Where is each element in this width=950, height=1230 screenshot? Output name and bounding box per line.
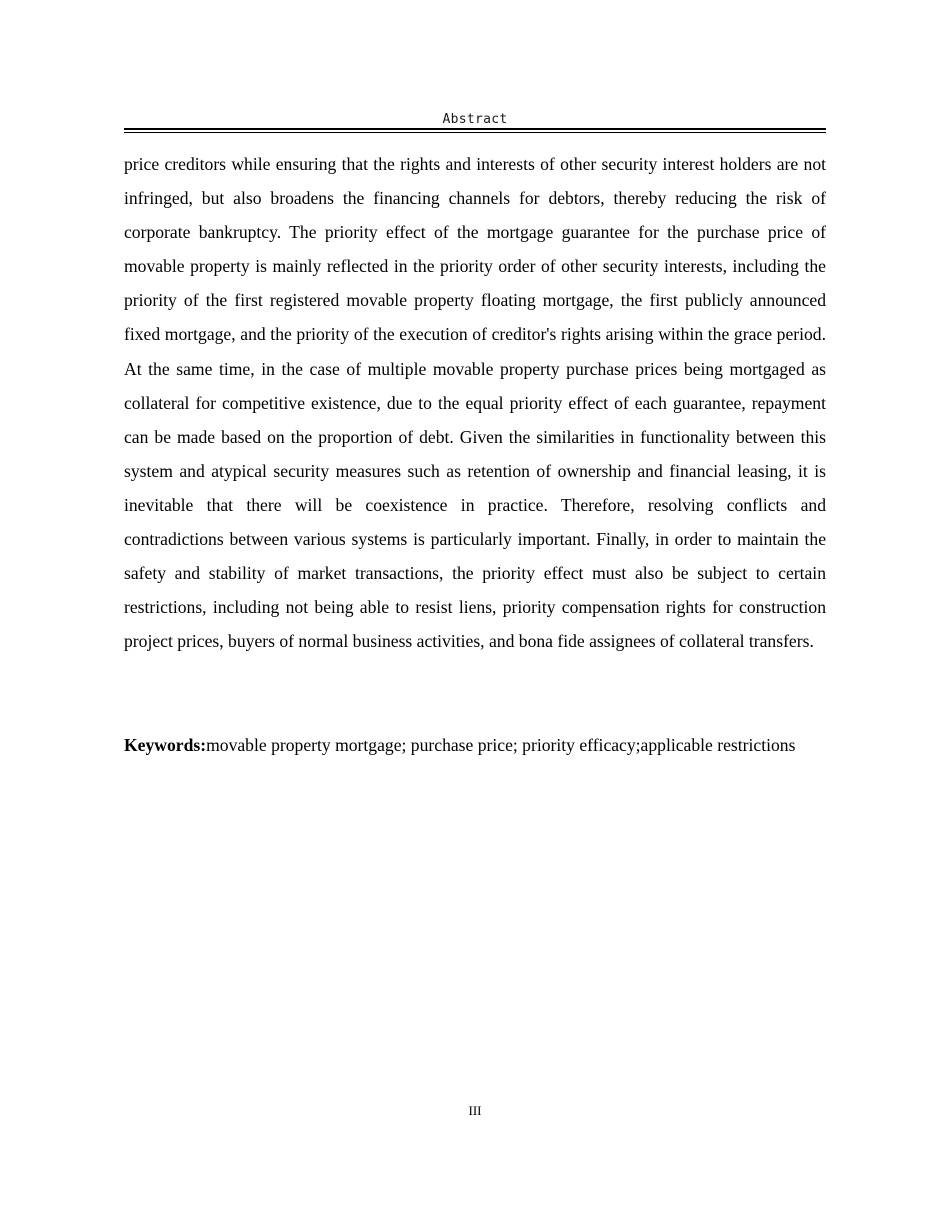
keywords-line (124, 728, 826, 762)
header-double-rule (124, 128, 826, 133)
keywords-label: Keywords: (124, 735, 207, 755)
running-header-title: Abstract (442, 112, 508, 127)
page-number: III (468, 1103, 482, 1118)
abstract-body-paragraph: price creditors while ensuring that the rights and interests of other security interest holders are not infringed, but also broadens the financing channels for debtors, thereby reducing the risk of corporate bankruptcy. The priority effect of the mortgage guarantee for the purchase price of movable property is mainly reflected in the priority order of other security interests, including the priority of the first registered movable property floating mortgage, the first publicly announced fixed mortgage, and the priority of the execution of creditor's rights arising within the grace period. At the same time, in the case of multiple movable property purchase prices being mortgaged as collateral for competitive existence, due to the equal priority effect of each guarantee, repayment can be made based on the proportion of debt. Given the similarities in functionality between this system and atypical security measures such as retention of ownership and financial leasing, it is inevitable that there will be coexistence in practice. Therefore, resolving conflicts and contradictions between various systems is particularly important. Finally, in order to maintain the safety and stability of market transactions, the priority effect must also be subject to certain restrictions, including not being able to resist liens, priority compensation rights for construction project prices, buyers of normal business activities, and bona fide assignees of collateral transfers. (124, 154, 826, 652)
keywords-text: movable property mortgage; purchase price; priority efficacy;applicable restrictions (206, 735, 796, 755)
